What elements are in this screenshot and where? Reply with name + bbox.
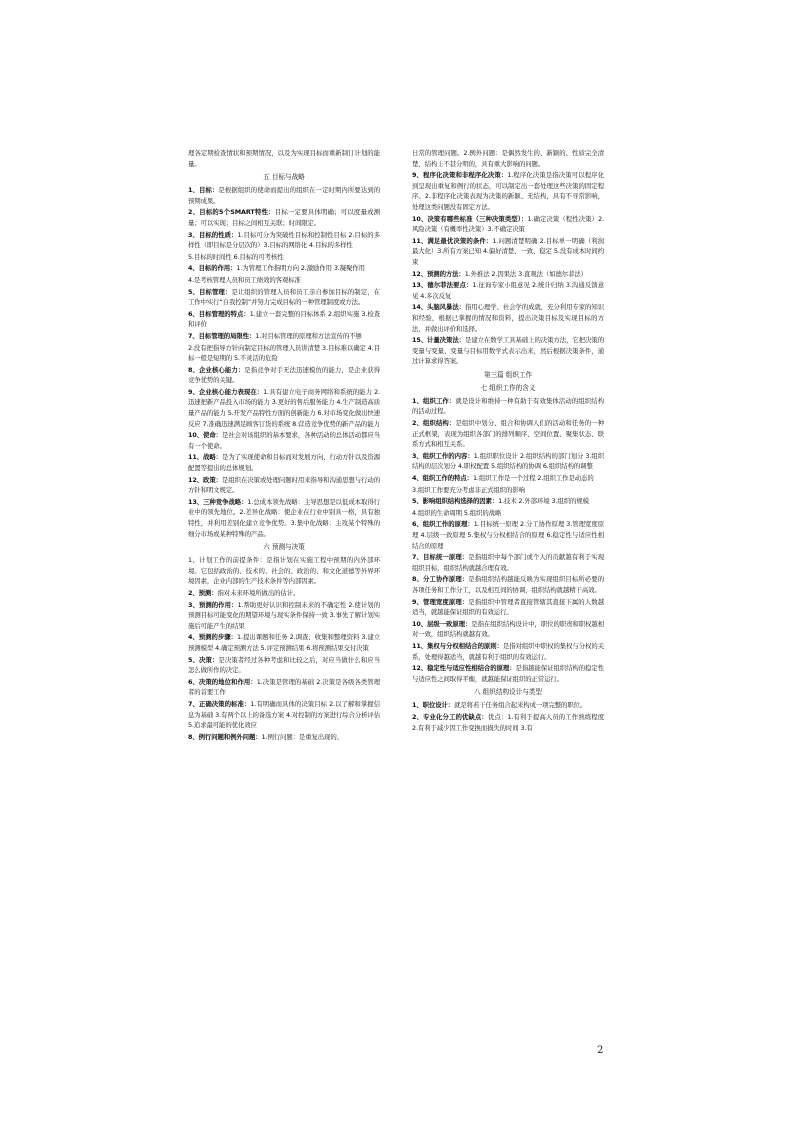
paragraph-text: 1.建立一套完整的目标体系 2.组织实施 3.检查和评价: [188, 309, 380, 329]
paragraph: [188, 365, 380, 386]
term-label: 3、目标的性质：: [188, 230, 238, 239]
paragraph: [412, 335, 604, 367]
paragraph-text: 1.帮助更好认识和控制未来的不确定性 2.使计划的预测目标可能变化的期望环境与现实条件保持一致 3.事先了解计划实施后可能产生的结果: [188, 600, 380, 630]
term-label: 11、集权与分权相结合的原则：: [412, 641, 503, 650]
paragraph: [412, 473, 604, 484]
paragraph-text: 5.目标的时间性 6.目标的可考核性: [188, 252, 284, 261]
paragraph-text: 1、计划工作的前提条件：是指计划在实施工程中预期的内外部环境。它包括政治的、技术的、社会的、政治的、和文化道德等外界环境因素，企业内部的生产技术条件等内部因素。: [188, 556, 380, 586]
paragraph: [188, 263, 380, 274]
paragraph-text: 就是将若干任务组合起来构成一项完整的职位。: [454, 701, 587, 710]
term-label: 7、正确决策的标准：: [188, 699, 251, 708]
term-label: 10、决策有哪些标准（三种决策类型）：: [412, 214, 528, 223]
paragraph-text: 是让组织的管理人员和员工亲自参加目标的制定，在工作中实行“自我控制”并努力完成目标的一种管理制度或方法。: [188, 287, 381, 307]
paragraph-text: 4.组织的生命周期 5.组织的战略: [412, 508, 502, 517]
paragraph: [412, 485, 604, 496]
term-label: 6、目标管理的特点：: [188, 309, 250, 318]
paragraph: [188, 252, 380, 263]
paragraph: [412, 712, 604, 733]
term-label: 5、决策：: [188, 655, 219, 664]
section-heading: [188, 542, 380, 552]
term-label: 11、满足最优决策的条件：: [412, 236, 493, 245]
paragraph-text: 指用心理学、社会学的成就，充分利用专家的知识和经验，根据已掌握的情况和资料，提出决策目标及实现目标的方法，并做出评价和选择。: [412, 303, 604, 333]
paragraph: [188, 452, 380, 473]
paragraph-text: 1.目标可分为突破性目标和控制性目标 2.目标的多样性（即目标是分层次的）3.目标的网络化 4.目标的多样性: [188, 230, 380, 250]
paragraph-text: 1.外推法 2.因果法 3.直观法（如德尔菲法）: [464, 269, 587, 278]
paragraph: [412, 574, 604, 595]
paragraph-text: 是指组织结构越能反映为实现组织目标所必要的各项任务和工作分工，以及相互间的协调，组织结构就越精干高效。: [412, 575, 604, 594]
paragraph-text: 是指在组织结构设计中，职位的职责和职权越相对一致，组织结构就越有效。: [412, 619, 604, 639]
paragraph-text: 1.程序化决策是指决策可以程序化到呈现出重复和例行的状态，可以制定出一套处理这些决策的固定程序。2.非程序化决策表现为决策的新颖、无结构，具有不寻常影响，处理这类问题没有固定方法。: [412, 171, 605, 211]
term-label: 2、专业化分工的优缺点：: [412, 712, 488, 721]
term-label: 11、战略：: [188, 453, 223, 462]
paragraph-text: 是根据组织的使命而提出的组织在一定时期内所要达到的预期成果。: [188, 186, 381, 205]
term-label: 4、目标的作用：: [188, 264, 237, 273]
paragraph: [188, 331, 380, 342]
paragraph: [188, 677, 380, 698]
paragraph-text: 是指竞争对手无法迅速模仿的能力，是企业获得竞争优势的关键。: [188, 365, 380, 385]
term-label: 13、三种竞争战略：: [188, 497, 248, 506]
term-label: 2、目标的5个SMART特性：: [188, 208, 275, 217]
paragraph-text: 1.总成本领先战略：主导思想是以低成本取得行业中的领先地位。2.差异化战略：使企业在行业中别具一格，具有独特性，并利用差别化建立竞争优势。3.集中化战略：主攻某个特殊的细分市场或某种特殊的产品。: [188, 497, 380, 538]
paragraph: [188, 588, 380, 599]
section-heading: [412, 687, 604, 697]
paragraph: [412, 236, 604, 268]
paragraph: [412, 214, 604, 235]
term-label: 3、预测的作用：: [188, 600, 238, 609]
paragraph-text: 1.组织职位设计 2.组织结构的部门划分 3.组织结构的层次划分 4.职权配置 5.组织结构的协调 6.组织结构的调整: [412, 451, 604, 471]
term-label: 8、企业核心能力：: [188, 365, 245, 374]
paragraph: [188, 555, 380, 587]
term-label: 2、组织结构：: [412, 419, 456, 428]
term-label: 9、管理宽度原理：: [412, 597, 469, 606]
paragraph: [412, 280, 604, 301]
paragraph: [188, 475, 380, 496]
section-heading: [412, 383, 604, 393]
paragraph-text: 就是设计和维持一种有助于有效集体活动的组织结构的活动过程。: [412, 396, 605, 416]
paragraph-text: 1.具有建立电子商务网络和系统的能力 2.迅速把新产品投入市场的能力 3.更好的售后服务能力 4.生产制造高质量产品的能力 5.开发产品特性方面的创新能力 6.对市场变化做出快速反应 7.准确迅速满足顾客订货的系统 8.营造竞争优势的新产品的能力: [188, 387, 380, 428]
paragraph-text: 1.组织工作是一个过程 2.组织工作是动态的: [472, 474, 594, 483]
term-label: 8、例行问题和例外问题：: [188, 732, 262, 741]
paragraph: [188, 387, 380, 429]
paragraph: [188, 275, 380, 286]
paragraph: [188, 343, 380, 364]
paragraph-text: 是社会对该组织的基本要求，各种活动的总体活动都应当有一个使命。: [188, 431, 381, 450]
paragraph: [412, 170, 604, 212]
section-heading-text: 七 组织工作的含义: [480, 383, 536, 392]
paragraph-text: 1.为管理工作指明方向 2.激励作用 3.凝聚作用: [236, 264, 365, 273]
term-label: 12、稳定性与适应性相结合的原理：: [412, 664, 516, 673]
paragraph: [412, 619, 604, 640]
term-label: 9、企业核心能力表现在：: [188, 387, 264, 396]
paragraph: [188, 287, 380, 308]
paragraph-text: 是指组织中每个部门或个人的贡献越有利于实现组织目标，组织结构就越合理有效。: [412, 553, 604, 572]
paragraph: [188, 207, 380, 228]
paragraph-text: 是指对组织中职权的集权与分权的关系，处理得越适当，就越有利于组织的有效运行。: [412, 641, 604, 661]
paragraph-text: 是组织中划分、组合和协调人们的活动和任务的一种正式框架，表现为组织各部门的排列顺序、空间位置、聚集状态、联系方式和相互关系。: [412, 419, 605, 449]
paragraph-text: 是决策者经过各种考虑和比较之后，对应当做什么和应当怎么做所作的决定。: [188, 655, 381, 675]
section-heading: [188, 172, 380, 182]
paragraph: [412, 552, 604, 573]
paragraph-text: 1.例行问题：是重复出现的、: [261, 732, 343, 741]
paragraph-text: 3.组织工作要充分考虑非正式组织的影响: [412, 485, 525, 494]
term-label: 9、程序化决策和非程序化决策：: [412, 171, 508, 180]
term-label: 8、分工协作原理：: [412, 575, 469, 584]
paragraph: [188, 600, 380, 632]
paragraph: [412, 663, 604, 684]
section-heading-text: 第三篇 组织工作: [483, 370, 533, 379]
paragraph: [188, 230, 380, 251]
paragraph: [188, 309, 380, 330]
paragraph-text: 1.提出课题和任务 2.调查、收集和整理资料 3.建立预测模型 4.确定预测方法 5.评定预测结果 6.将预测结果交付决策: [188, 633, 381, 652]
paragraph: [412, 641, 604, 662]
paragraph: [412, 519, 604, 551]
paragraph-text: 1.决策是管理的基础 2.决策是各级各类管理者的首要工作: [188, 677, 380, 697]
left-text-column: [188, 148, 380, 743]
paragraph: [412, 508, 604, 519]
term-label: 1、职位设计：: [412, 701, 455, 710]
paragraph: [188, 148, 380, 169]
term-label: 6、决策的地位和作用：: [188, 677, 257, 686]
paragraph: [188, 732, 380, 743]
paragraph: [412, 269, 604, 280]
paragraph-text: 1.对目标管理的原理和方法宣传的不够: [255, 331, 362, 340]
section-heading-text: 八 组织结构设计与类型: [473, 688, 543, 697]
paragraph-text: 是指组织中管理者直接管辖其直接下属的人数越适当，就越能保证组织的有效运行。: [412, 597, 604, 617]
paragraph: [188, 497, 380, 539]
paragraph: [412, 302, 604, 334]
paragraph-text: 是指越能保证组织结构的稳定性与适应性之间取得平衡，就越能保证组织的正常运行。: [412, 664, 604, 683]
paragraph: [188, 655, 380, 676]
paragraph: [188, 185, 380, 206]
term-label: 7、目标统一原理：: [412, 553, 469, 562]
paragraph: [412, 148, 604, 169]
term-label: 5、目标管理：: [188, 287, 232, 296]
term-label: 3、组织工作的内容：: [412, 451, 474, 460]
section-heading-text: 五 目标与战略: [263, 173, 305, 182]
paragraph: [412, 396, 604, 417]
page-number: 2: [597, 1045, 604, 1056]
paragraph-text: 理各定期检查情状和预期情况，以及为实现目标而重新制订计划的能量。: [188, 149, 380, 168]
paragraph-text: 1.目标统一原理 2.分工协作原理 3.管理宽度原理 4.层级一致原理 5.集权与分权相结合的原理 6.稳定性与适应性相结合的原理: [412, 520, 604, 550]
paragraph-text: 1.征询专家小组意见 2.统计归纳 3.沟通反馈意见 4.多次反复: [412, 281, 604, 300]
paragraph-text: 1.确定决策（程性决策）2.风险决策（有概率性决策）3.不确定决策: [412, 214, 604, 234]
paragraph-text: 1.有明确而具体的决策目标 2.以了解和掌握信息为基础 3.有两个以上的备选方案 4.对控制的方案进行综合分析评估 5.追求最可能的优化效应: [188, 699, 380, 730]
paragraph: [412, 496, 604, 507]
paragraph: [188, 632, 380, 653]
term-label: 12、预测的方法：: [412, 269, 465, 278]
term-label: 15、计量决策法：: [412, 336, 465, 345]
term-label: 1、组织工作：: [412, 396, 456, 405]
paragraph-text: 指对未来环境所做出的估计。: [217, 588, 300, 597]
term-label: 12、政策：: [188, 475, 223, 484]
section-heading: [412, 370, 604, 380]
paragraph: [412, 597, 604, 618]
paragraph-text: 是建立在数学工具基础上的决策方法，它把决策的变量与变量、变量与目标用数学式表示出来，然后根据决策条件，通过计算求得答案。: [412, 336, 604, 366]
paragraph: [412, 418, 604, 450]
term-label: 14、头脑风暴法：: [412, 303, 465, 312]
term-label: 2、预测：: [188, 588, 218, 597]
paragraph-text: 1.技术 2.外部环境 3.组织的规模: [498, 497, 589, 506]
term-label: 4、组织工作的特点：: [412, 474, 473, 483]
right-text-column: [412, 148, 604, 734]
term-label: 6、组织工作的原理：: [412, 520, 474, 529]
term-label: 1、目标：: [188, 186, 219, 195]
paragraph: [412, 451, 604, 472]
paragraph-text: 是为了实现使命和目标而对发展方向、行动方针以及资源配置等提出的总体规划。: [188, 453, 381, 473]
paragraph-text: 2.没有把指导方针向制定目标的管理人员讲清楚 3.目标难以确定 4.目标一般是短期的 5.不灵活的危险: [188, 343, 380, 363]
term-label: 4、预测的步骤：: [188, 633, 238, 642]
paragraph-text: 目标一定要具体明确；可以度量或测量；可以实现；目标之间相互关联；时间限定。: [188, 208, 381, 227]
term-label: 7、目标管理的局限性：: [188, 331, 256, 340]
paragraph-text: 4.是考核管理人员和员工绩效的客观标准: [188, 275, 301, 284]
term-label: 5、影响组织结构选择的因素：: [412, 497, 499, 506]
paragraph: [188, 699, 380, 731]
paragraph-text: 日常的管理问题。2.例外问题：是偶然发生的、新颖的、性质完全清楚、结构上不甚分明的，具有重大影响的问题。: [412, 149, 604, 168]
term-label: 10、层级一致原理：: [412, 619, 472, 628]
paragraph-text: 是组织在决策或处理问题时用来指导和沟通思想与行动的方针和明文规定。: [188, 475, 381, 495]
term-label: 13、德尔菲法要点：: [412, 281, 473, 290]
paragraph: [412, 700, 604, 711]
paragraph-text: 优点：1.有利于提高人员的工作熟练程度 2.有利于减少因工作变换而损失的时间 3.有: [412, 712, 605, 732]
term-label: 10、使命：: [188, 431, 223, 440]
paragraph: [188, 430, 380, 451]
paragraph-text: 1.问题清楚明确 2.目标单一明确（利润最大化）3.所有方案已知 4.偏好清楚、一致、稳定 5.没有成本时间约束: [412, 236, 605, 266]
section-heading-text: 六 预测与决策: [263, 543, 305, 552]
